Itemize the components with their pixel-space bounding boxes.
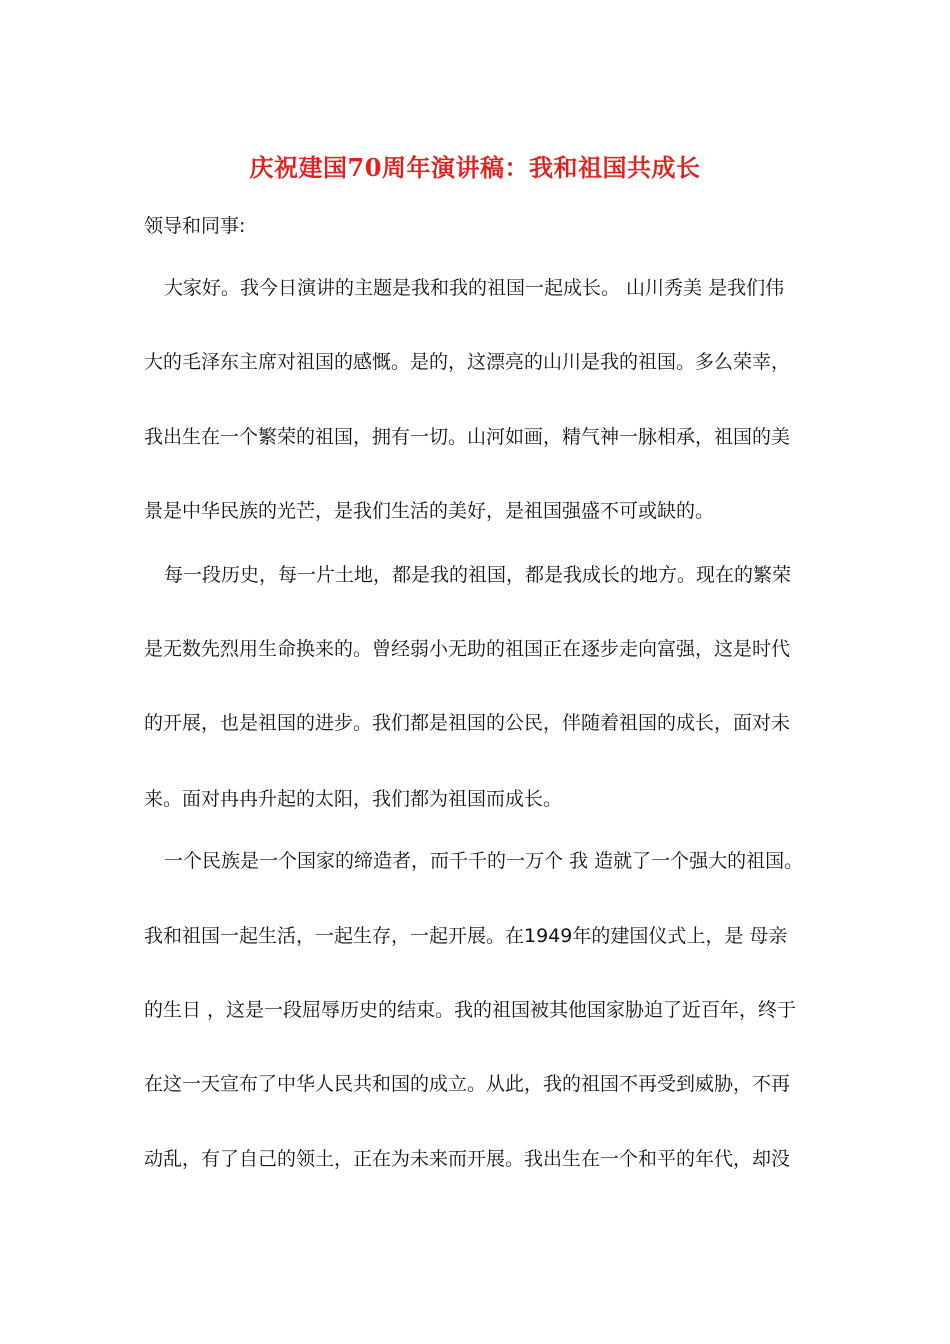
document-title: 庆祝建国70周年演讲稿：我和祖国共成长 bbox=[249, 153, 701, 182]
paragraph-2-line-3: 的开展，也是祖国的进步。我们都是祖国的公民，伴随着祖国的成长，面对未 bbox=[144, 712, 791, 734]
paragraph-1-line-4: 景是中华民族的光芒，是我们生活的美好，是祖国强盛不可或缺的。 bbox=[144, 500, 715, 522]
paragraph-3-line-2: 我和祖国一起生活，一起生存，一起开展。在1949年的建国仪式上，是 母亲 bbox=[144, 925, 788, 947]
paragraph-1-line-1: 大家好。我今日演讲的主题是我和我的祖国一起成长。 山川秀美 是我们伟 bbox=[164, 277, 785, 299]
paragraph-2-line-1: 每一段历史，每一片土地，都是我的祖国，都是我成长的地方。现在的繁荣 bbox=[164, 564, 792, 586]
paragraph-2-line-2: 是无数先烈用生命换来的。曾经弱小无助的祖国正在逐步走向富强，这是时代 bbox=[144, 638, 791, 660]
paragraph-2-line-4: 来。面对冉冉升起的太阳，我们都为祖国而成长。 bbox=[144, 788, 563, 810]
paragraph-3-line-4: 在这一天宣布了中华人民共和国的成立。从此，我的祖国不再受到威胁，不再 bbox=[144, 1073, 791, 1095]
salutation: 领导和同事: bbox=[144, 215, 246, 237]
paragraph-3-line-1: 一个民族是一个国家的缔造者，而千千的一万个 我 造就了一个强大的祖国。 bbox=[164, 850, 804, 872]
paragraph-3-line-5: 动乱，有了自己的领土，正在为未来而开展。我出生在一个和平的年代，却没 bbox=[144, 1148, 791, 1170]
paragraph-1-line-2: 大的毛泽东主席对祖国的感慨。是的，这漂亮的山川是我的祖国。多么荣幸， bbox=[144, 351, 791, 373]
paragraph-1-line-3: 我出生在一个繁荣的祖国，拥有一切。山河如画，精气神一脉相承，祖国的美 bbox=[144, 426, 791, 448]
paragraph-3-line-3: 的生日 ，这是一段屈辱历史的结束。我的祖国被其他国家胁迫了近百年，终于 bbox=[144, 999, 797, 1021]
